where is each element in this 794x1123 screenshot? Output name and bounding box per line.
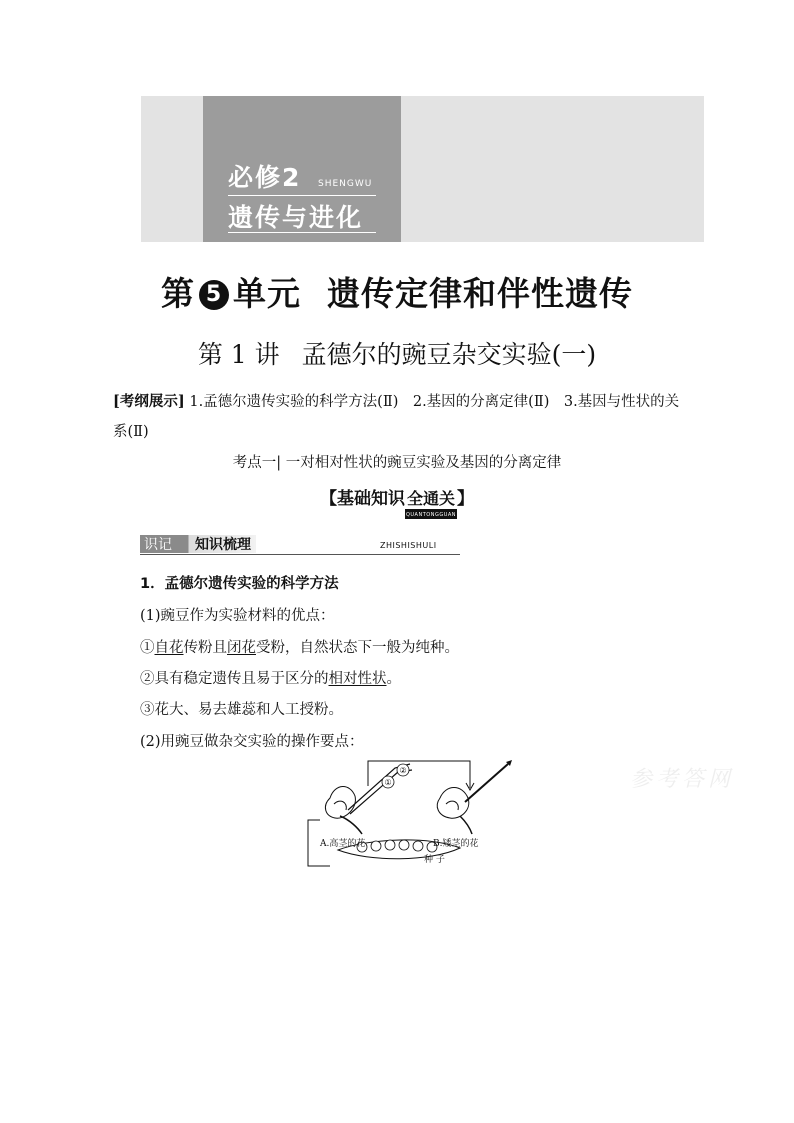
exam-outline xyxy=(113,387,685,447)
subsection-title: 知识梳理 xyxy=(195,537,251,553)
question-cross-steps: (2)用豌豆做杂交实验的操作要点： xyxy=(140,734,364,750)
lecture-title xyxy=(0,335,794,371)
volume-label: 必修2 xyxy=(228,163,302,192)
brush-icon xyxy=(465,764,508,802)
subsection-pinyin: ZHISHISHULI xyxy=(380,541,437,550)
answer-self-pollination: 自花 xyxy=(154,640,184,656)
label-seed: 种 子 xyxy=(424,855,445,865)
bracket-open: 【 xyxy=(319,489,337,509)
banner-rule xyxy=(228,232,376,233)
section-heading xyxy=(0,484,794,518)
answer-closed-flower: 闭花 xyxy=(227,640,256,656)
exam-point-title: 考点一| 一对相对性状的豌豆实验及基因的分离定律 xyxy=(232,455,562,471)
lecture-name: 孟德尔的豌豆杂交实验(一) xyxy=(301,340,597,369)
item-3: ③花大、易去雄蕊和人工授粉。 xyxy=(140,702,343,718)
banner-rule xyxy=(228,195,376,196)
pea-cross-diagram xyxy=(300,758,520,868)
unit-name: 遗传定律和伴性遗传 xyxy=(327,274,633,313)
subsection-tag: 识记 xyxy=(144,537,172,553)
step-1-label: ① xyxy=(384,778,392,787)
bracket-close: 】 xyxy=(457,489,474,509)
badge-text: 全通关 xyxy=(406,489,455,508)
step-2-label: ② xyxy=(399,766,407,775)
exam-point-text: 一对相对性状的豌豆实验及基因的分离定律 xyxy=(285,455,562,471)
heading-scientific-method: 1．孟德尔遗传实验的科学方法 xyxy=(140,576,339,592)
section-badge xyxy=(405,486,457,518)
unit-number: 5 xyxy=(199,280,229,310)
label-flower-b: B.矮茎的花 xyxy=(433,839,479,849)
item-1: ①自花传粉且闭花受粉，自然状态下一般为纯种。 xyxy=(140,640,459,656)
unit-suffix: 单元 xyxy=(233,274,301,313)
unit-prefix: 第 xyxy=(161,274,195,313)
volume-pinyin: SHENGWU xyxy=(318,179,373,189)
watermark: 参考答网 xyxy=(630,767,735,792)
outline-tag: [考纲展示] xyxy=(113,393,185,410)
unit-title xyxy=(0,268,794,315)
badge-pinyin: QUANTONGGUAN xyxy=(405,512,457,518)
flower-b xyxy=(437,788,469,819)
lecture-label: 第 1 讲 xyxy=(197,340,280,369)
item-2: ②具有稳定遗传且易于区分的相对性状。 xyxy=(140,671,401,687)
section-text: 基础知识 xyxy=(336,489,405,509)
label-flower-a: A.高茎的花 xyxy=(320,839,366,849)
question-pea-advantages: (1)豌豆作为实验材料的优点： xyxy=(140,608,335,624)
outline-text: 1.孟德尔遗传实验的科学方法(Ⅱ) 2.基因的分离定律(Ⅱ) 3.基因与性状的关系(Ⅱ) xyxy=(113,394,680,440)
subsection-heading xyxy=(140,532,460,556)
answer-relative-traits: 相对性状 xyxy=(328,671,387,687)
volume-title: 遗传与进化 xyxy=(228,203,364,232)
exam-point-label: 考点一 xyxy=(232,455,277,471)
